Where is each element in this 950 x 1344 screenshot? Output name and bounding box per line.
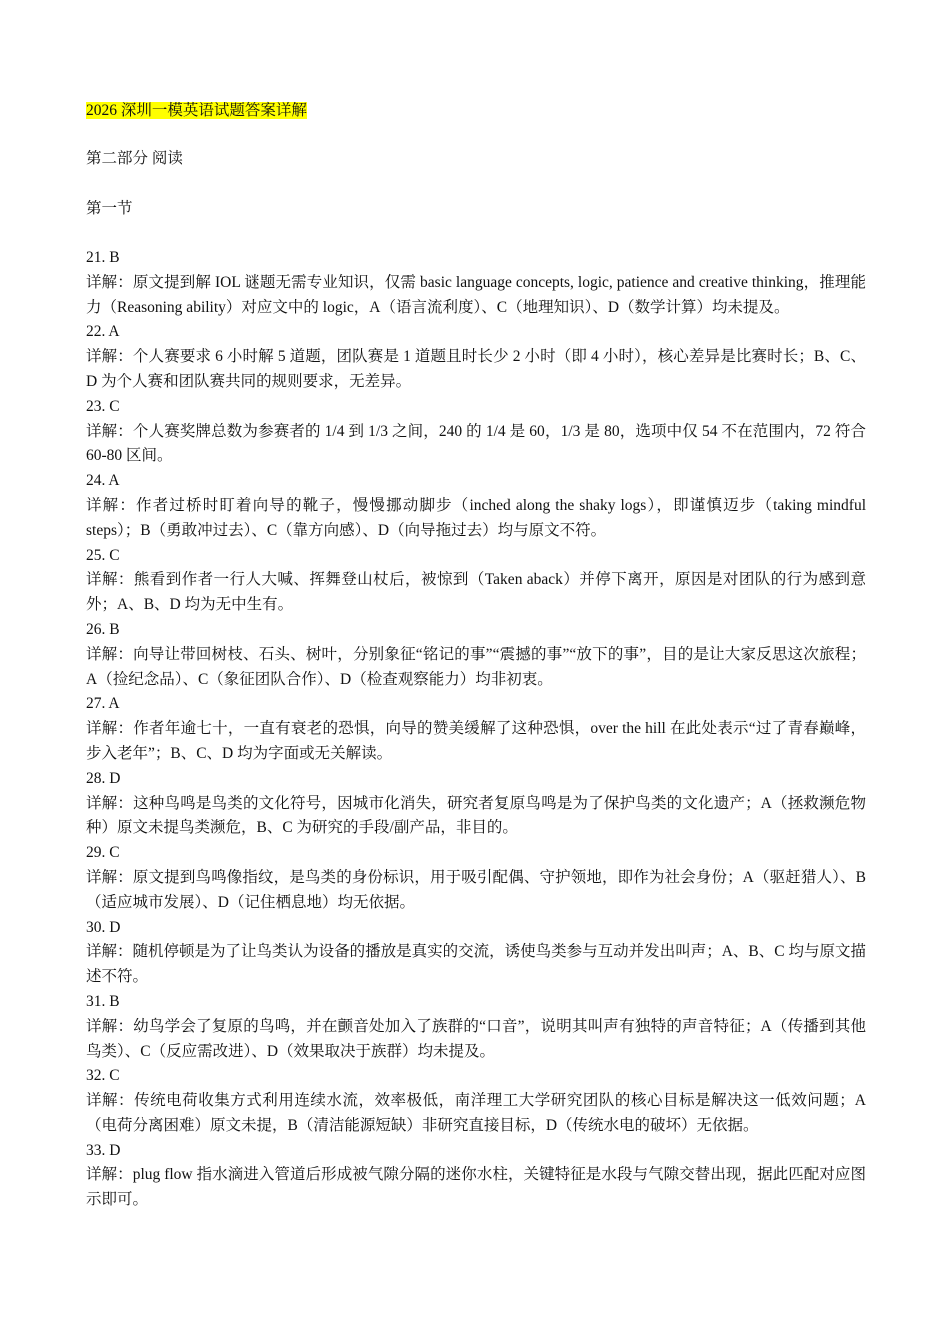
question-number: 33. D xyxy=(86,1141,121,1159)
question-explanation: 详解：个人赛奖牌总数为参赛者的 1/4 到 1/3 之间，240 的 1/4 是 60，1/3 是 80，选项中仅 54 不在范围内，72 符合 60-80 区间。 xyxy=(86,422,866,465)
document-title-text: 2026 深圳一模英语试题答案详解 xyxy=(86,102,307,119)
question-number: 25. C xyxy=(86,546,120,564)
question-number: 21. B xyxy=(86,249,120,266)
question-number: 27. A xyxy=(86,695,120,713)
question-28 xyxy=(86,767,866,841)
question-27 xyxy=(86,692,866,766)
question-explanation: 详解：plug flow 指水滴进入管道后形成被气隙分隔的迷你水柱，关键特征是水段与气隙交替出现，据此匹配对应图示即可。 xyxy=(86,1166,866,1209)
question-explanation: 详解：个人赛要求 6 小时解 5 道题，团队赛是 1 道题且时长少 2 小时（即 4 小时），核心差异是比赛时长；B、C、D 为个人赛和团队赛共同的规则要求，无差异。 xyxy=(86,348,866,390)
question-list xyxy=(86,246,866,1213)
question-32 xyxy=(86,1064,866,1138)
question-explanation: 详解：传统电荷收集方式利用连续水流，效率极低，南洋理工大学研究团队的核心目标是解决这一低效问题；A（电荷分离困难）原文未提，B（清洁能源短缺）非研究直接目标，D（传统水电的破坏）无依据。 xyxy=(86,1092,866,1134)
question-23 xyxy=(86,395,866,469)
question-30 xyxy=(86,916,866,990)
question-explanation: 详解：原文提到解 IOL 谜题无需专业知识，仅需 basic language concepts, logic, patience and creative thinking，推理能力（Reasoning ability）对应文中的 logic，A（语言流利度）、C（地理知识）、D（数学计算）均未提及。 xyxy=(86,273,866,316)
document-title xyxy=(86,98,866,124)
question-explanation: 详解：这种鸟鸣是鸟类的文化符号，因城市化消失，研究者复原鸟鸣是为了保护鸟类的文化遗产；A（拯救濒危物种）原文未提鸟类濒危，B、C 为研究的手段/副产品，非目的。 xyxy=(86,794,866,837)
section-title: 第二部分 阅读 xyxy=(86,150,183,167)
question-explanation: 详解：向导让带回树枝、石头、树叶，分别象征“铭记的事”“震撼的事”“放下的事”，目的是让大家反思这次旅程；A（捡纪念品）、C（象征团队合作）、D（检查观察能力）均非初衷。 xyxy=(86,645,866,688)
subsection-title: 第一节 xyxy=(86,200,133,217)
question-number: 24. A xyxy=(86,472,120,490)
question-number: 29. C xyxy=(86,844,120,862)
question-number: 23. C xyxy=(86,397,120,415)
question-22 xyxy=(86,320,866,394)
question-explanation: 详解：作者年逾七十，一直有衰老的恐惧，向导的赞美缓解了这种恐惧，over the hill 在此处表示“过了青春巅峰，步入老年”；B、C、D 均为字面或无关解读。 xyxy=(86,720,866,762)
question-number: 26. B xyxy=(86,620,120,638)
question-explanation: 详解：熊看到作者一行人大喊、挥舞登山杖后，被惊到（Taken aback）并停下离开，原因是对团队的行为感到意外；A、B、D 均为无中生有。 xyxy=(86,571,866,614)
question-explanation: 详解：作者过桥时盯着向导的靴子，慢慢挪动脚步（inched along the shaky logs），即谨慎迈步（taking mindful steps）；B（勇敢冲过去）、C（靠方向感）、D（向导拖过去）均与原文不符。 xyxy=(86,496,866,539)
question-explanation: 详解：原文提到鸟鸣像指纹，是鸟类的身份标识，用于吸引配偶、守护领地，即作为社会身份；A（驱赶猎人）、B（适应城市发展）、D（记住栖息地）均无依据。 xyxy=(86,868,866,911)
question-24 xyxy=(86,469,866,543)
question-explanation: 详解：随机停顿是为了让鸟类认为设备的播放是真实的交流，诱使鸟类参与互动并发出叫声；A、B、C 均与原文描述不符。 xyxy=(86,943,866,986)
question-25 xyxy=(86,544,866,618)
question-number: 28. D xyxy=(86,769,121,787)
question-26 xyxy=(86,618,866,692)
question-number: 31. B xyxy=(86,992,120,1010)
question-number: 32. C xyxy=(86,1067,120,1085)
question-33 xyxy=(86,1139,866,1213)
question-21 xyxy=(86,246,866,320)
question-number: 30. D xyxy=(86,918,121,936)
question-number: 22. A xyxy=(86,323,120,341)
question-explanation: 详解：幼鸟学会了复原的鸟鸣，并在颤音处加入了族群的“口音”，说明其叫声有独特的声音特征；A（传播到其他鸟类）、C（反应需改进）、D（效果取决于族群）均未提及。 xyxy=(86,1017,866,1060)
question-31 xyxy=(86,990,866,1064)
question-29 xyxy=(86,841,866,915)
